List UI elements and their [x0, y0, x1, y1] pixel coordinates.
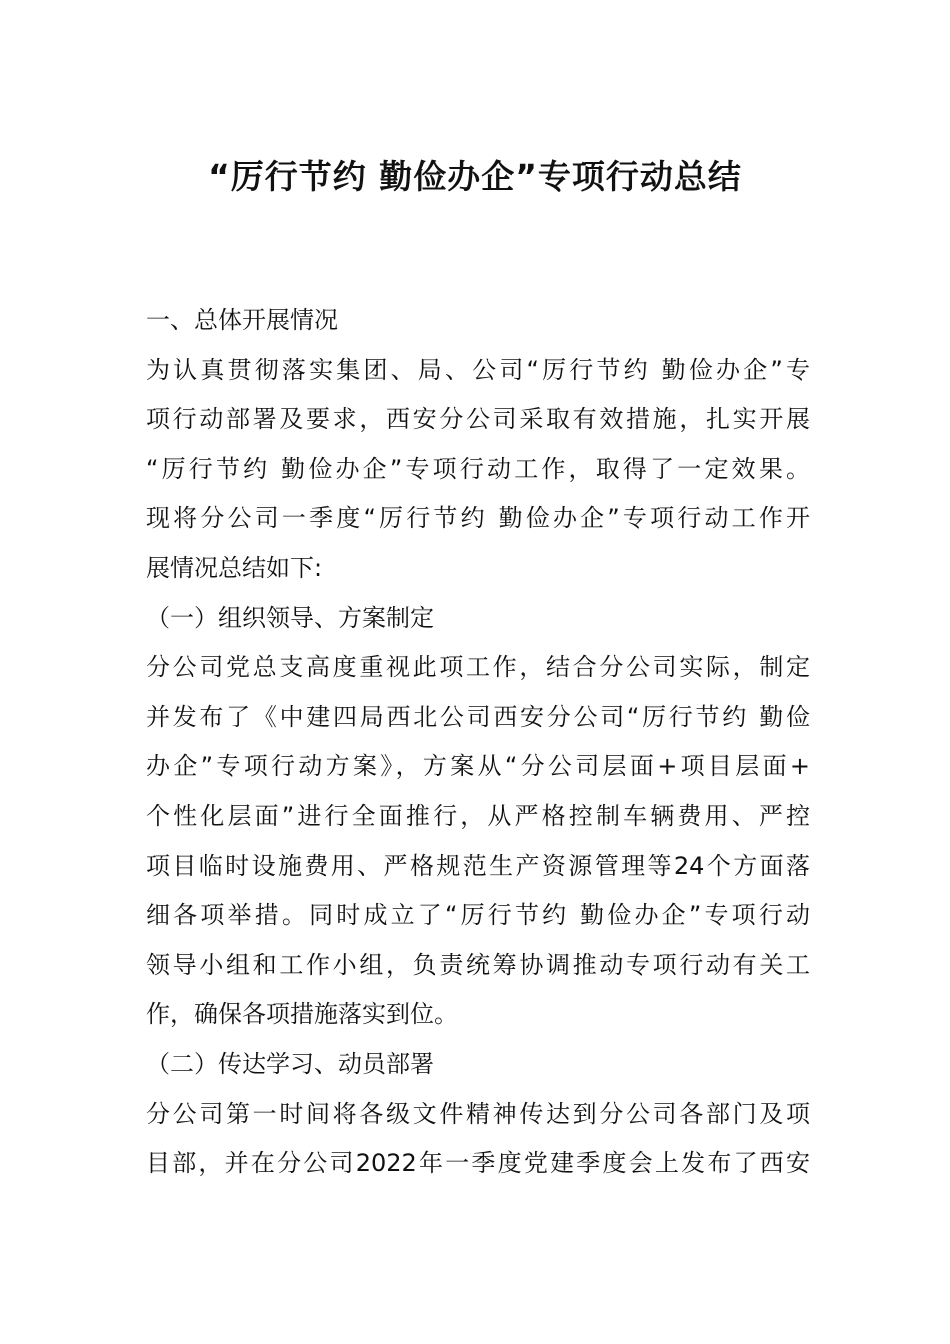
paragraph-line: 作，确保各项措施落实到位。 [146, 1000, 458, 1029]
paragraph-line: 分公司党总支高度重视此项工作，结合分公司实际，制定 [146, 653, 810, 682]
paragraph-line: 并发布了《中建四局西北公司西安分公司“厉行节约 勤俭 [146, 702, 810, 731]
paragraph-line: 分公司第一时间将各级文件精神传达到分公司各部门及项 [146, 1099, 810, 1128]
document-body [146, 296, 810, 1189]
paragraph-line: 展情况总结如下: [146, 553, 323, 582]
paragraph-line: 项行动部署及要求，西安分公司采取有效措施，扎实开展 [146, 405, 810, 434]
paragraph-line: 办企”专项行动方案》，方案从“分公司层面+项目层面+ [146, 752, 810, 781]
paragraph-line: “厉行节约 勤俭办企”专项行动工作，取得了一定效果。 [146, 454, 810, 483]
subsection-heading: （二）传达学习、动员部署 [146, 1049, 434, 1078]
section-heading: 一、总体开展情况 [146, 306, 338, 334]
document-title: “厉行节约 勤俭办企”专项行动总结 [208, 157, 742, 196]
paragraph-line: 细各项举措。同时成立了“厉行节约 勤俭办企”专项行动 [146, 901, 810, 930]
subsection-heading: （一）组织领导、方案制定 [146, 603, 434, 632]
paragraph-line: 项目临时设施费用、严格规范生产资源管理等24个方面落 [146, 851, 810, 880]
paragraph-line: 目部，并在分公司2022年一季度党建季度会上发布了西安 [146, 1149, 810, 1178]
paragraph-line: 领导小组和工作小组，负责统筹协调推动专项行动有关工 [146, 950, 810, 979]
paragraph-line: 个性化层面”进行全面推行，从严格控制车辆费用、严控 [146, 801, 810, 830]
paragraph-line: 为认真贯彻落实集团、局、公司“厉行节约 勤俭办企”专 [146, 355, 810, 384]
paragraph-line: 现将分公司一季度“厉行节约 勤俭办企”专项行动工作开 [146, 504, 810, 533]
